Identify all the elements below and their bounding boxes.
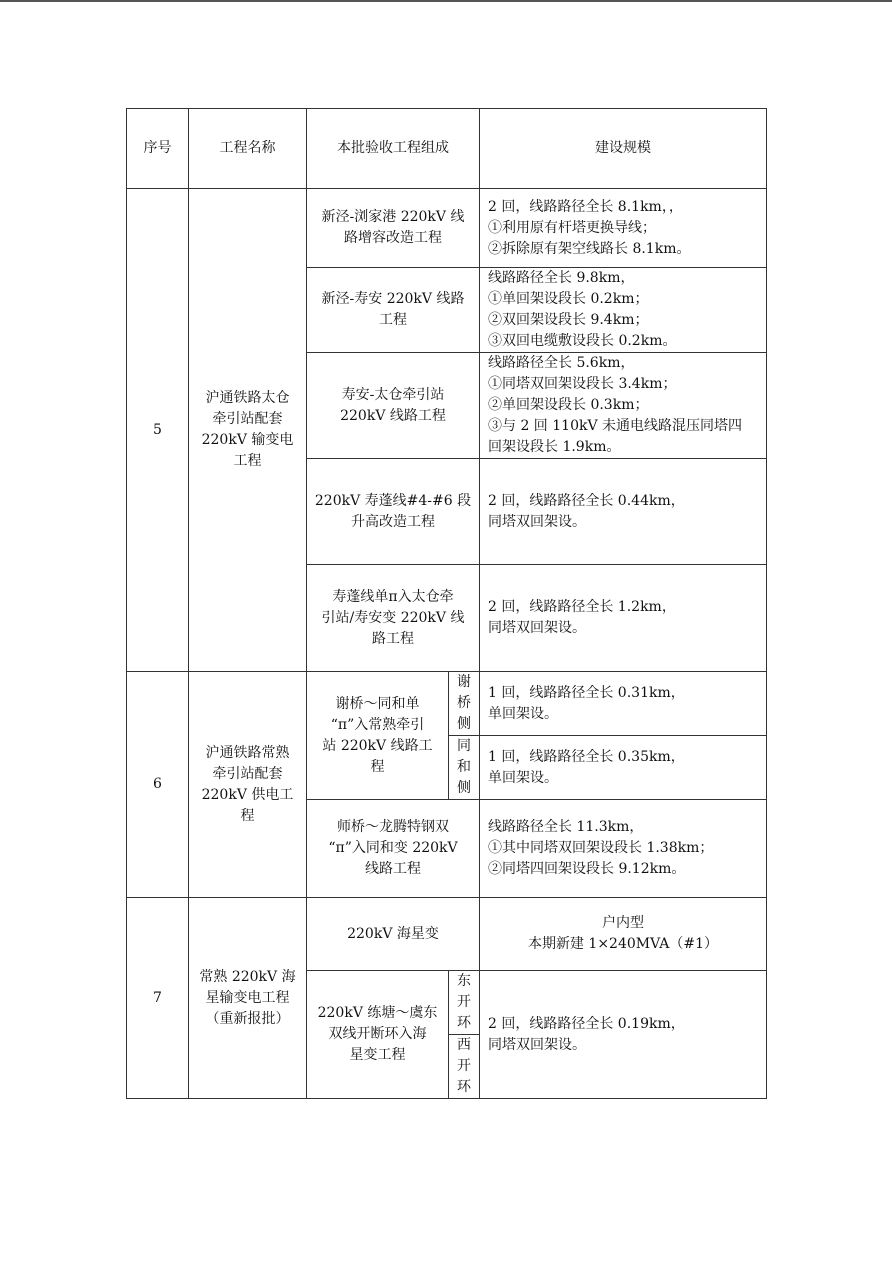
- page-top-border: [0, 0, 892, 2]
- header-project-name: 工程名称: [188, 108, 307, 189]
- component-5-3-name: 寿安-太仓牵引站 220kV 线路工程: [306, 352, 480, 459]
- component-5-5-name: 寿蓬线单π入太仓牵 引站/寿安变 220kV 线 路工程: [306, 564, 480, 672]
- project-5-no: 5: [126, 188, 189, 672]
- side-label-xikaihuan: 西 开 环: [448, 1034, 480, 1099]
- project-7-name: 常熟 220kV 海 星输变电工程 （重新报批）: [188, 897, 307, 1099]
- side-label-dongkaihuan: 东 开 环: [448, 970, 480, 1035]
- header-scale: 建设规模: [479, 108, 767, 189]
- side-label-tonghe: 同 和 侧: [448, 735, 480, 800]
- component-7-1-scale: 户内型 本期新建 1×240MVA（#1）: [479, 897, 767, 971]
- header-component: 本批验收工程组成: [306, 108, 480, 189]
- component-6-2-name: 师桥～龙腾特钢双 “π”入同和变 220kV 线路工程: [306, 799, 480, 898]
- component-5-2-name: 新泾-寿安 220kV 线路 工程: [306, 267, 480, 353]
- project-6-name: 沪通铁路常熟 牵引站配套 220kV 供电工 程: [188, 671, 307, 898]
- component-7-1-name: 220kV 海星变: [306, 897, 480, 971]
- project-6-no: 6: [126, 671, 189, 898]
- component-5-2-scale: 线路路径全长 9.8km， ①单回架设段长 0.2km； ②双回架设段长 9.4km； ③双回电缆敷设段长 0.2km。: [479, 267, 767, 353]
- component-7-2-scale: 2 回，线路路径全长 0.19km， 同塔双回架设。: [479, 970, 767, 1099]
- project-5-name: 沪通铁路太仓 牵引站配套 220kV 输变电 工程: [188, 188, 307, 672]
- component-7-2-name: 220kV 练塘～虞东 双线开断环入海 星变工程: [306, 970, 449, 1099]
- header-no: 序号: [126, 108, 189, 189]
- component-5-5-scale: 2 回，线路路径全长 1.2km， 同塔双回架设。: [479, 564, 767, 672]
- component-5-3-scale: 线路路径全长 5.6km， ①同塔双回架设段长 3.4km； ②单回架设段长 0.3km； ③与 2 回 110kV 未通电线路混压同塔四 回架设段长 1.9km。: [479, 352, 767, 459]
- component-5-1-scale: 2 回，线路路径全长 8.1km，， ①利用原有杆塔更换导线； ②拆除原有架空线路长 8.1km。: [479, 188, 767, 268]
- component-5-1-name: 新泾-浏家港 220kV 线 路增容改造工程: [306, 188, 480, 268]
- component-6-1-name: 谢桥～同和单 “π”入常熟牵引 站 220kV 线路工 程: [306, 671, 449, 800]
- component-5-4-scale: 2 回，线路路径全长 0.44km， 同塔双回架设。: [479, 458, 767, 565]
- component-5-4-name: 220kV 寿蓬线#4-#6 段 升高改造工程: [306, 458, 480, 565]
- component-6-1b-scale: 1 回，线路路径全长 0.35km， 单回架设。: [479, 735, 767, 800]
- side-label-xieqiao: 谢 桥 侧: [448, 671, 480, 736]
- component-6-1a-scale: 1 回，线路路径全长 0.31km， 单回架设。: [479, 671, 767, 736]
- project-7-no: 7: [126, 897, 189, 1099]
- component-6-2-scale: 线路路径全长 11.3km， ①其中同塔双回架设段长 1.38km； ②同塔四回架设段长 9.12km。: [479, 799, 767, 898]
